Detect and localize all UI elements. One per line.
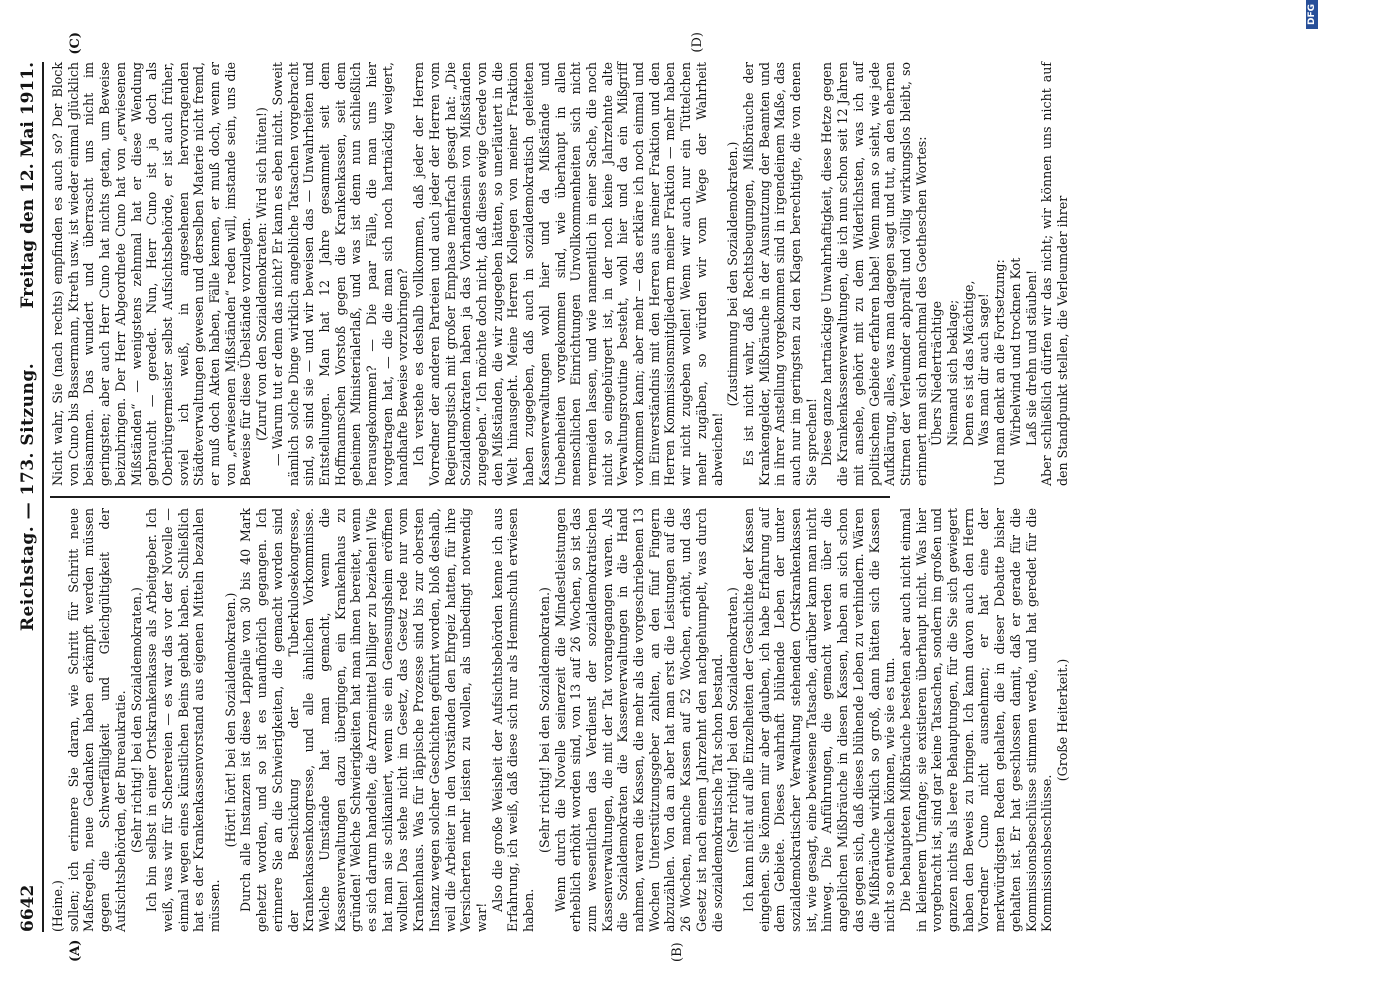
paragraph: Es ist nicht wahr, daß Rechtsbeugungen, Mißbräuche der Krankengelder, Mißbräuche in der Ausnutzung der Beamten und in ihrer Anstellung vorgekommen sind in irgendeinem Maße, das auch nur im geringsten zu den Klagen berechtigte, die von denen Sie sprechen! [740, 62, 819, 486]
interjection: (Sehr richtig! bei den Sozialdemokraten.) [128, 587, 144, 853]
verse-line: Laß sie drehn und stäuben! [1023, 269, 1039, 446]
dfg-logo: DFG [1306, 0, 1318, 29]
margin-marker-a: (A) [68, 939, 83, 962]
text-columns [50, 32, 1308, 962]
page-header [14, 62, 44, 932]
interjection: (Zustimmung bei den Sozialdemokraten.) [725, 141, 741, 407]
paragraph: Ich kann nicht auf alle Einzelheiten der Geschichte der Kassen eingehen. Sie können mir aber glauben, ich habe Erfahrung auf dem Gebiete. Dieses wahrhaft blühende Leben der unter sozialdemokratischer Verwaltung stehenden Ortskrankenkassen ist, wie gesagt, eine bewiesene Tatsache, darüber kann man nicht hinweg. Die Anführungen, die gemacht werden über die angeblichen Mißbräuche in diesen Kassen, haben an sich schon das gegen sich, daß dieses blühende Leben zu verhindern. Wären die Mißbräuche wirklich so groß, dann hätten sich die Kassen nicht so entwickeln können, wie sie es tun. [740, 508, 898, 932]
interjection: (Zuruf von den Sozialdemokraten: Wird sich hüten!) [254, 107, 270, 441]
margin-marker-d: (D) [690, 32, 705, 53]
interjection: (Große Heiterkeit.) [1055, 658, 1070, 782]
margin-marker-c: (C) [68, 32, 83, 55]
interjection: (Sehr richtig! bei den Sozialdemokraten.) [536, 587, 552, 853]
right-column [50, 62, 1308, 486]
verse-line: Wirbelwind und trocknen Kot [1007, 257, 1023, 446]
paragraph: Wenn durch die Novelle seinerzeit die Mindestleistungen erheblich erhöht worden sind, von 13 auf 26 Wochen, so ist das zum wesentlichen das Verdienst der sozialdemokratischen Kassenverwaltungen, die mit der Tat vorangegangen waren. Als die Sozialdemokraten die Kassenverwaltungen in die Hand nahmen, waren die Kassen, die mehr als die vorgeschriebenen 13 Wochen Unterstützungsgeber zahlten, an den fünf Fingern abzuzählen. Von da an aber hat man erst die Leistungen auf die 26 Wochen, manche Kassen auf 52 Wochen, erhöht, und das Gesetz ist nach einem Jahrzehnt den nachgehumpelt, was durch die sozialdemokratische Tat schon bestand. [552, 508, 725, 932]
page-number: 6642 [18, 884, 38, 932]
paragraph: Ich verstehe es deshalb vollkommen, daß jeder der Herren Vorredner der anderen Parteien und auch jeder der Herren vom Regierungstisch mit großer Emphase mehrfach gesagt hat: „Die Sozialdemokraten haben ja das Vorhandensein von Mißständen zugegeben.“ Ich möchte doch nicht, daß dieses ewige Gerede von den Mißständen, die wir zugegeben hätten, so unerläutert in die Welt hinausgeht. Meine Herren Kollegen von meiner Fraktion haben zugegeben, daß auch in sozialdemokratisch geleiteten Kassenverwaltungen wohl hier und da Mißstände und Unebenheiten vorgekommen sind, wie überhaupt in allen menschlichen Einrichtungen Unvollkommenheiten sich nicht vermeiden lassen, und wie namentlich in einer Sache, die noch nicht so eingebürgert ist, in der noch keine Jahrzehnte alte Verwaltungsroutine besteht, wohl hier und da ein Mißgriff vorkommen kann; aber mehr — das erkläre ich noch einmal und im Einverständnis mit den Herren aus meiner Fraktion und den Herren Kommissionsmitgliedern meiner Fraktion — mehr haben wir nicht zugeben wollen! Wenn wir auch nur ein Tüttelchen mehr zugäben, so würden wir vom Wege der Wahrheit abweichen! [411, 62, 725, 486]
paragraph: — Warum tut er denn das nicht? Er kann es eben nicht. Soweit nämlich solche Dinge wirklich angebliche Tatsachen vorgebracht sind, so sind sie — und wir beweisen das — Unwahrheiten und Entstellungen. Man hat 12 Jahre gesammelt seit dem Hoffmannschen Vorstoß gegen die Krankenkassen, seit dem geheimen Ministerialerlaß, und was ist denn nun schließlich herausgekommen? — Die paar Fälle, die man uns hier vorgetragen hat, — die die man sich noch hartnäckig weigert, handhafte Beweise vorzubringen? [269, 62, 411, 486]
interjection: (Sehr richtig! bei den Sozialdemokraten.) [725, 587, 741, 853]
paragraph: Durch alle Instanzen ist diese Lappalie von 30 bis 40 Mark gehetzt worden, und so ist es unaufhörlich gegangen. Ich erinnere Sie an die Schwierigkeiten, die gemacht worden sind der Beschickung der Tuberkulosekongresse, Krankenkassenkongresse, und alle ähnlichen Vorkommnisse. Welche Umstände hat man gemacht, wenn die Kassenverwaltungen dazu übergingen, ein Krankenhaus zu gründen! Welche Schwierigkeiten hat man ihnen bereitet, wenn es sich darum handelte, die Arzneimittel billiger zu beziehen! Wie hat man sie schikaniert, wenn sie ein Genesungsheim eröffnen wollten! Das stehe nicht im Gesetz, das Gesetz rede nur vom Krankenhaus. Was für läppische Prozesse sind bis zur obersten Instanz wegen solcher Geschichten geführt worden, bloß deshalb, weil die Arbeiter in den Vorständen den Ehrgeiz hatten, für ihre Versicherten mehr leisten zu wollen, als unbedingt notwendig war! [238, 508, 489, 932]
paragraph: Aber schließlich dürfen wir das nicht; wir können uns nicht auf den Standpunkt stellen, die Verleumder ihrer [1039, 62, 1070, 486]
speaker-name: (Heine.) [50, 880, 65, 932]
paragraph: Und man denkt an die Fortsetzung: [992, 259, 1008, 486]
paragraph: sollen; ich erinnere Sie daran, wie Schritt für Schritt neue Maßregeln, neue Gedanken haben erkämpft werden müssen gegen die Schwerfälligkeit und Gleichgültigkeit der Aufsichtsbehörden, der Bureaukratie. [65, 508, 128, 932]
verse-line: Niemand sich beklage; [945, 299, 961, 446]
running-title: Reichstag. — 173. Sitzung. [18, 362, 38, 632]
verse-line: Übers Niederträchtige [929, 300, 945, 446]
verse-line: Was man dir auch sage! [976, 293, 992, 446]
paragraph: Diese ganze hartnäckige Unwahrhaftigkeit, diese Hetze gegen die Krankenkassenverwaltungen, die ich nun schon seit 12 Jahren mit ansehe, gehört mit zu dem Widerlichsten, was ich auf politischem Gebiete erfahren habe! Wenn man so sieht, wie jede Aufklärung, alles, was man dagegen sagt und tut, an den ehernen Stirnen der Verleumder abprallt und völlig wirkungslos bleibt, so erinnert man sich manchmal des Goetheschen Wortes: [819, 62, 929, 486]
left-column [50, 508, 1308, 932]
paragraph: Also die große Weisheit der Aufsichtsbehörden kenne ich aus Erfahrung, ich weiß, daß diese sich nur als Hemmschuh erwiesen haben. [489, 508, 537, 932]
paragraph: Nicht wahr, Sie (nach rechts) empfinden es auch so? Der Block von Cuno bis Bassermann, Ktreth usw. ist wieder einmal glücklich beisammen. Das wundert und überrascht uns nicht im geringsten; aber auch Herr Cuno hat nichts getan, um Beweise beizubringen. Der Herr Abgeordnete Cuno hat von „erwiesenen Mißständen“ — wenigstens zehnmal hat er diese Wendung gebraucht — geredet. Nun, Herr Cuno ist ja doch als Oberbürgermeister selbst Aufsichtsbehörde, er ist auch früher, soviel ich weiß, in angesehenen hervorragenden Städteverwaltungen gewesen und derselben Materie nicht fremd, er muß doch Akten haben, Fälle kennen, er muß doch, wenn er von „erwiesenen Mißständen“ reden will, imstande sein, uns die Beweise für diese Übelstände vorzulegen. [50, 62, 254, 486]
session-date: Freitag den 12. Mai 1911. [18, 62, 38, 309]
paragraph: Die behaupteten Mißbräuche bestehen aber auch nicht einmal in kleinerem Umfange; sie existieren überhaupt nicht. Was hier vorgebracht ist, sind gar keine Tatsachen, sondern im großen und ganzen nichts als leere Behauptungen, für die Sie sich gewiegert haben den Beweis zu bringen. Ich kann davon auch den Herrn Vorredner Cuno nicht ausnehmen; er hat eine der merkwürdigsten Reden gehalten, die in dieser Debatte bisher gehalten ist. Er hat geschlossen damit, daß er gerade für die Kommissionsbeschlüsse stimmen werde, und hat geredet für die Kommissionsbeschlüsse. [897, 508, 1055, 932]
verse-line: Denn es ist das Mächtige, [960, 280, 976, 446]
paragraph: Ich bin selbst in einer Ortskrankenkasse als Arbeitgeber. Ich weiß, was wir für Scherereien — es war das vor der Novelle — einmal wegen eines künstlichen Beins gehabt haben. Schließlich hat es der Krankenkassenvorstand aus eigenen Mitteln bezahlen müssen. [144, 508, 223, 932]
interjection: (Hört! hört! bei den Sozialdemokraten.) [222, 592, 238, 848]
column-rule [50, 496, 890, 498]
margin-marker-b: (B) [670, 942, 685, 962]
